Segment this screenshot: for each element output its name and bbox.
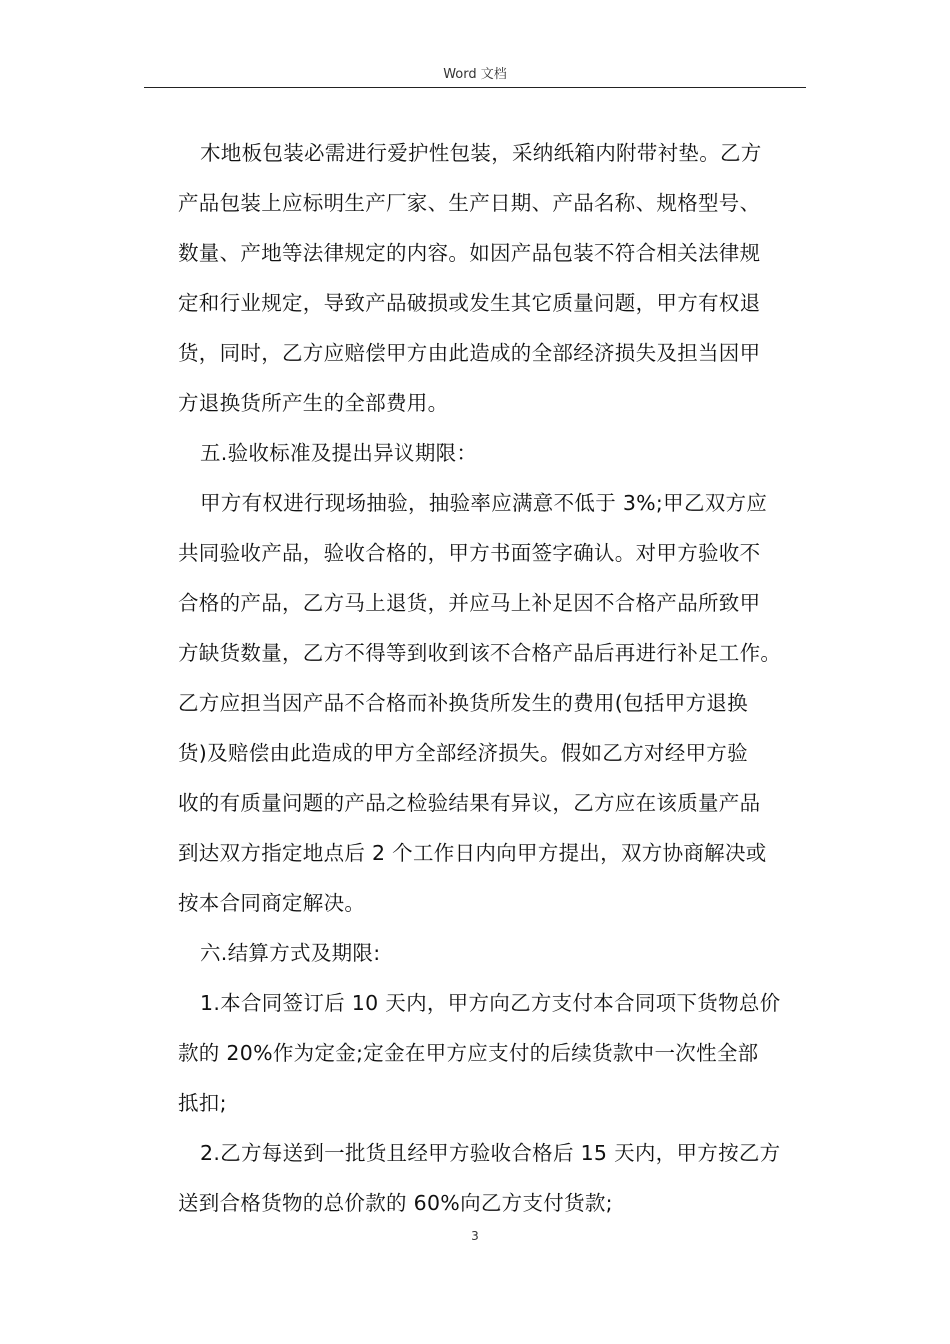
paragraph-line: 方退换货所产生的全部费用。 xyxy=(178,391,449,415)
paragraph-line: 共同验收产品，验收合格的，甲方书面签字确认。对甲方验收不 xyxy=(178,541,761,565)
paragraph-line: 木地板包装必需进行爱护性包装，采纳纸箱内附带衬垫。乙方 xyxy=(200,141,762,165)
paragraph-line: 按本合同商定解决。 xyxy=(178,891,366,915)
section-heading: 六.结算方式及期限: xyxy=(200,941,381,965)
document-body xyxy=(178,128,818,1228)
paragraph-line: 方缺货数量，乙方不得等到收到该不合格产品后再进行补足工作。 xyxy=(178,641,782,665)
paragraph-line: 合格的产品，乙方马上退货，并应马上补足因不合格产品所致甲 xyxy=(178,591,761,615)
paragraph-line: 款的 20%作为定金;定金在甲方应支付的后续货款中一次性全部 xyxy=(178,1041,759,1065)
paragraph-line: 甲方有权进行现场抽验，抽验率应满意不低于 3%;甲乙双方应 xyxy=(200,491,768,515)
section-heading: 五.验收标准及提出异议期限： xyxy=(200,441,478,465)
paragraph-line: 抵扣; xyxy=(178,1091,227,1115)
paragraph-line: 产品包装上应标明生产厂家、生产日期、产品名称、规格型号、 xyxy=(178,191,761,215)
paragraph-line: 定和行业规定，导致产品破损或发生其它质量问题，甲方有权退 xyxy=(178,291,761,315)
paragraph-line: 送到合格货物的总价款的 60%向乙方支付货款; xyxy=(178,1191,613,1215)
paragraph-line: 1.本合同签订后 10 天内，甲方向乙方支付本合同项下货物总价 xyxy=(200,991,781,1015)
paragraph-line: 收的有质量问题的产品之检验结果有异议，乙方应在该质量产品 xyxy=(178,791,761,815)
header-divider xyxy=(144,87,806,88)
paragraph-line: 货)及赔偿由此造成的甲方全部经济损失。假如乙方对经甲方验 xyxy=(178,741,748,765)
paragraph-line: 2.乙方每送到一批货且经甲方验收合格后 15 天内，甲方按乙方 xyxy=(200,1141,781,1165)
page-number: 3 xyxy=(471,1229,479,1243)
document-header-title: Word 文档 xyxy=(443,67,507,82)
paragraph-line: 乙方应担当因产品不合格而补换货所发生的费用(包括甲方退换 xyxy=(178,691,748,715)
paragraph-line: 到达双方指定地点后 2 个工作日内向甲方提出，双方协商解决或 xyxy=(178,841,767,865)
paragraph-line: 货，同时，乙方应赔偿甲方由此造成的全部经济损失及担当因甲 xyxy=(178,341,761,365)
paragraph-line: 数量、产地等法律规定的内容。如因产品包装不符合相关法律规 xyxy=(178,241,761,265)
